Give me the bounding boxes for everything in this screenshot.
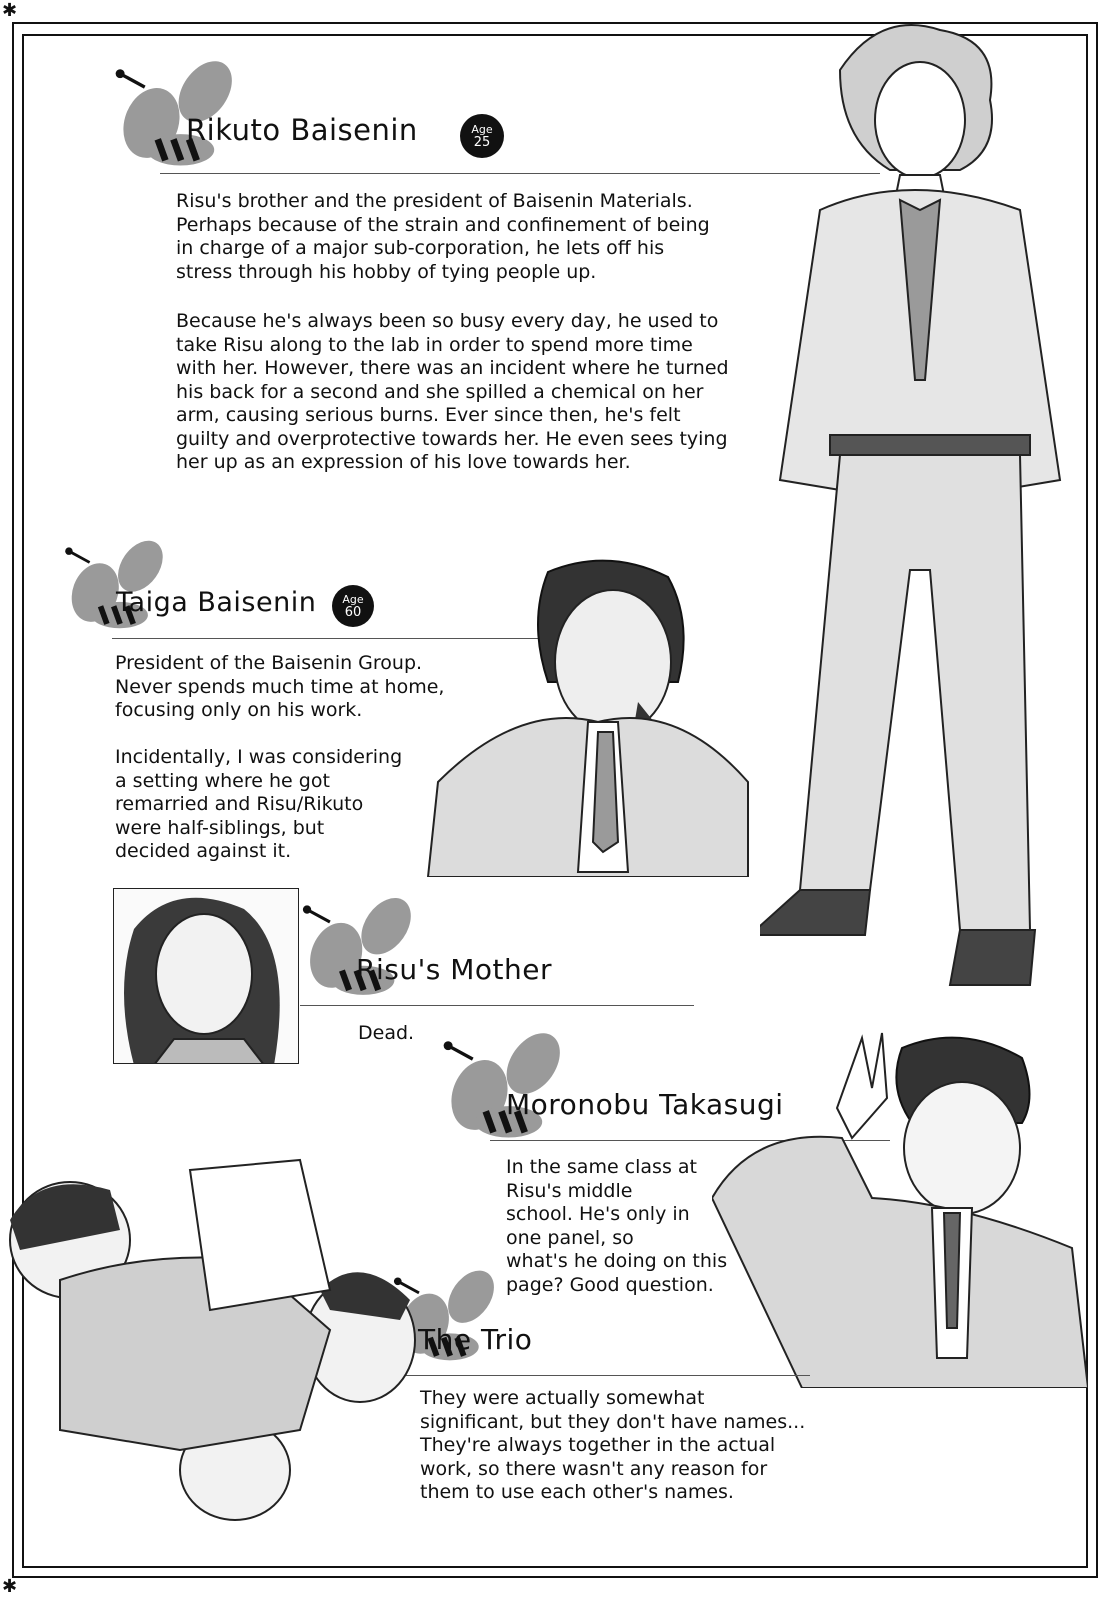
bio-paragraph-rikuto-1 [176,190,710,284]
bio-line: work, so there wasn't any reason for [420,1457,768,1480]
character-name-trio: The Trio [418,1323,533,1356]
trio-illustration [0,1130,420,1530]
bio-line: what's he doing on this [506,1250,728,1272]
bio-line: focusing only on his work. [115,699,363,721]
age-badge-rikuto [460,114,504,158]
bio-line: his back for a second and she spilled a chemical on her [176,380,704,403]
bio-line: Incidentally, I was considering [115,746,403,768]
taiga-illustration [418,552,758,877]
bio-line: In the same class at [506,1156,697,1178]
character-name-moronobu: Moronobu Takasugi [506,1088,784,1121]
character-name-rikuto: Rikuto Baisenin [186,113,418,147]
bio-line: Perhaps because of the strain and confinement of being [176,213,710,236]
bio-paragraph-mother [358,1022,414,1046]
risus-mother-portrait [113,888,299,1064]
bio-line: They're always together in the actual [420,1434,776,1456]
heading-rule [400,1375,810,1376]
age-badge-taiga [332,585,374,627]
bio-line: stress through his hobby of tying people up. [176,260,597,283]
risus-mother-illustration [114,889,299,1064]
bio-line: page? Good question. [506,1273,714,1296]
bio-line: them to use each other's names. [420,1481,734,1503]
bio-line: take Risu along to the lab in order to spend more time [176,333,693,356]
bio-paragraph-taiga-1 [115,652,444,723]
bio-line: decided against it. [115,840,292,862]
bio-line: Because he's always been so busy every day, he used to [176,310,719,332]
bio-line: remarried and Risu/Rikuto [115,793,364,815]
bio-line: one panel, so [506,1226,634,1249]
age-label: Age [342,593,364,606]
bio-line: her up as an expression of his love towards her. [176,451,631,473]
bee-icon [440,1030,566,1142]
asterisk-corner-icon: ✱ [2,0,18,21]
bio-paragraph-taiga-2 [115,746,402,864]
bio-paragraph-moronobu [506,1156,727,1297]
bio-paragraph-rikuto-2 [176,310,729,475]
age-value: 60 [344,605,362,620]
bio-line: They were actually somewhat [420,1387,705,1409]
bio-line: Dead. [358,1022,415,1044]
bio-line: guilty and overprotective towards her. He even sees tying [176,427,728,450]
bio-line: President of the Baisenin Group. [115,652,423,674]
moronobu-illustration [712,1028,1088,1388]
character-name-mother: Risu's Mother [356,953,553,986]
rikuto-illustration [760,10,1100,1010]
age-label: Age [471,123,493,136]
heading-rule [300,1005,694,1006]
bio-line: were half-siblings, but [115,816,325,839]
bio-line: Never spends much time at home, [115,675,445,698]
character-name-taiga: Taiga Baisenin [116,587,317,618]
bio-line: Risu's middle [506,1179,633,1202]
age-value: 25 [473,135,491,150]
bio-line: in charge of a major sub-corporation, he lets off his [176,237,665,259]
bio-line: Risu's brother and the president of Baisenin Materials. [176,190,693,212]
bio-line: significant, but they don't have names... [420,1410,806,1433]
bio-line: with her. However, there was an incident where he turned [176,357,729,379]
bio-line: arm, causing serious burns. Ever since then, he's felt [176,404,681,426]
bio-paragraph-trio [420,1387,805,1505]
asterisk-corner-icon: ✱ [2,1576,18,1597]
bio-line: school. He's only in [506,1203,690,1225]
bio-line: a setting where he got [115,769,330,792]
